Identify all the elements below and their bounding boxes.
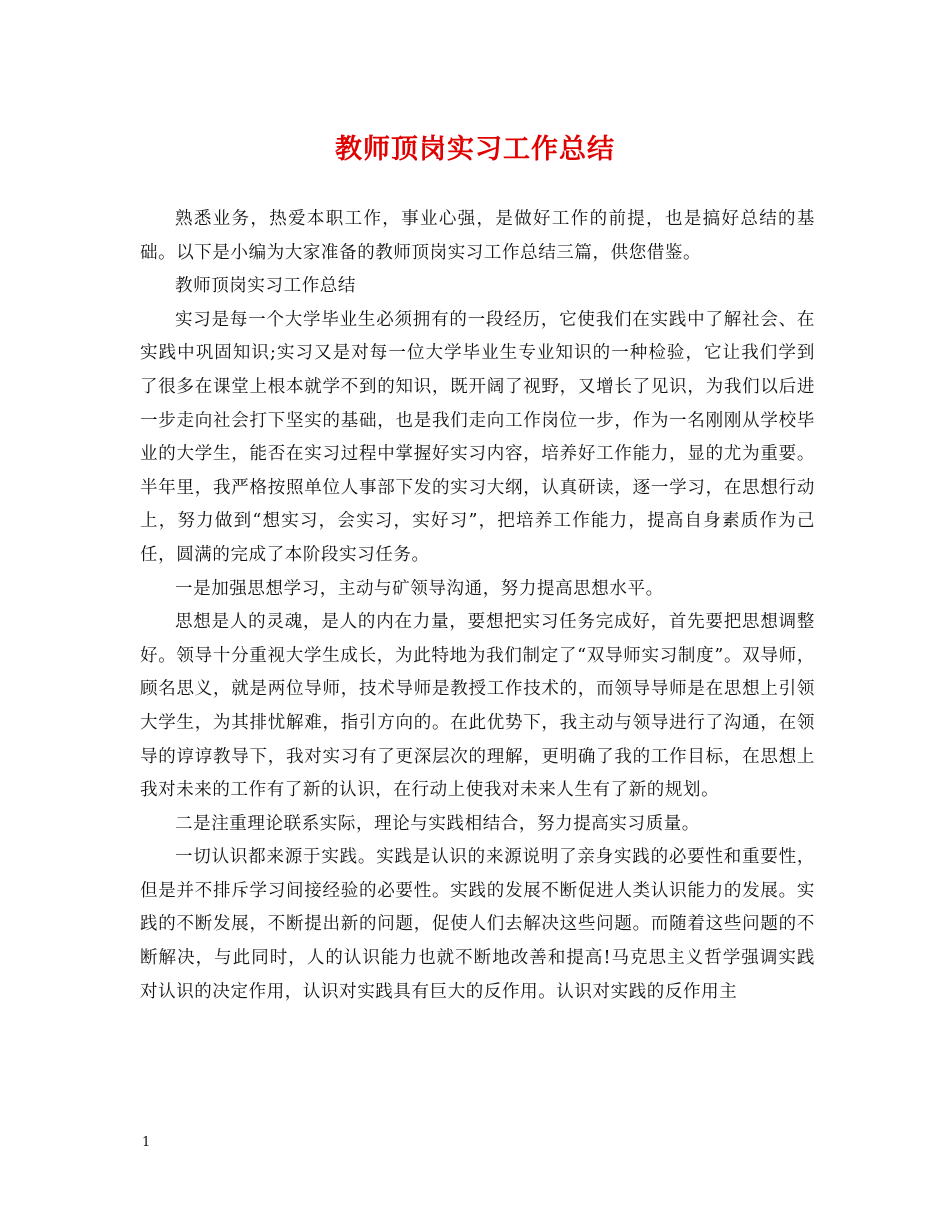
paragraph-section-two-body: 一切认识都来源于实践。实践是认识的来源说明了亲身实践的必要性和重要性，但是并不排斥学习间接经验的必要性。实践的发展不断促进人类认识能力的发展。实践的不断发展，不断提出新的问题，促使人们去解决这些问题。而随着这些问题的不断解决，与此同时，人的认识能力也就不断地改善和提高!马克思主义哲学强调实践对认识的决定作用，认识对实践具有巨大的反作用。认识对实践的反作用主 <box>140 847 815 1002</box>
document-body <box>140 203 815 1009</box>
paragraph-internship-overview: 实习是每一个大学毕业生必须拥有的一段经历，它使我们在实践中了解社会、在实践中巩固知识;实习又是对每一位大学毕业生专业知识的一种检验，它让我们学到了很多在课堂上根本就学不到的知识，既开阔了视野，又增长了见识，为我们以后进一步走向社会打下坚实的基础，也是我们走向工作岗位一步，作为一名刚刚从学校毕业的大学生，能否在实习过程中掌握好实习内容，培养好工作能力，显的尤为重要。半年里，我严格按照单位人事部下发的实习大纲，认真研读，逐一学习，在思想行动上，努力做到“想实习，会实习，实好习”，把培养工作能力，提高自身素质作为己任，圆满的完成了本阶段实习任务。 <box>140 309 815 565</box>
document-title: 教师顶岗实习工作总结 <box>335 134 615 165</box>
paragraph-section-one-heading: 一是加强思想学习，主动与矿领导沟通，努力提高思想水平。 <box>175 578 664 599</box>
paragraph-section-two-heading: 二是注重理论联系实际，理论与实践相结合，努力提高实习质量。 <box>175 813 700 834</box>
paragraph-intro: 熟悉业务，热爱本职工作，事业心强，是做好工作的前提，也是搞好总结的基础。以下是小编为大家准备的教师顶岗实习工作总结三篇，供您借鉴。 <box>140 209 815 263</box>
paragraph-subtitle: 教师顶岗实习工作总结 <box>175 276 356 297</box>
page-number: 1 <box>142 1135 151 1150</box>
paragraph-section-one-body: 思想是人的灵魂，是人的内在力量，要想把实习任务完成好，首先要把思想调整好。领导十分重视大学生成长，为此特地为我们制定了“双导师实习制度”。双导师，顾名思义，就是两位导师，技术导师是教授工作技术的，而领导导师是在思想上引领大学生，为其排忧解难，指引方向的。在此优势下，我主动与领导进行了沟通，在领导的谆谆教导下，我对实习有了更深层次的理解，更明确了我的工作目标，在思想上我对未来的工作有了新的认识，在行动上使我对未来人生有了新的规划。 <box>140 612 815 801</box>
